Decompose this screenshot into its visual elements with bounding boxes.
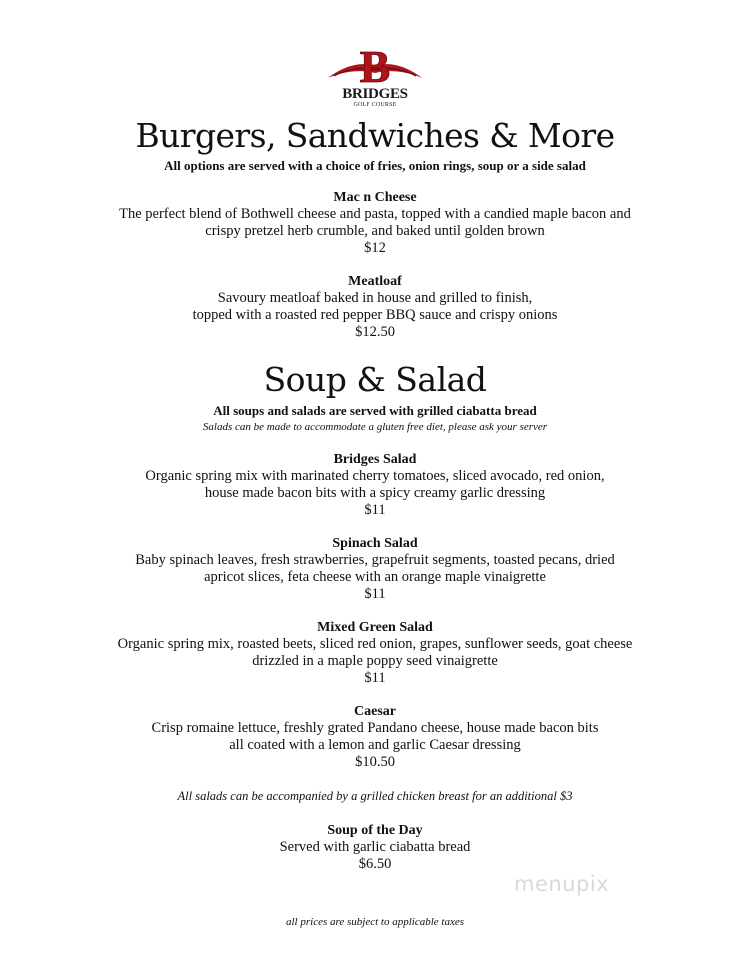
section-title-soup-salad: Soup & Salad <box>263 360 487 399</box>
item-name-mac-n-cheese: Mac n Cheese <box>333 190 417 205</box>
item-price-soup-of-the-day: $6.50 <box>358 856 392 872</box>
item-desc-line: Organic spring mix with marinated cherry tomatoes, sliced avocado, red onion, <box>145 468 605 484</box>
item-desc-line: Crisp romaine lettuce, freshly grated Pandano cheese, house made bacon bits <box>151 720 599 736</box>
item-price-bridges-salad: $11 <box>364 502 386 518</box>
item-name-bridges-salad: Bridges Salad <box>333 452 417 467</box>
item-name-caesar: Caesar <box>354 704 396 719</box>
logo-word: BRIDGES <box>342 86 408 102</box>
item-desc-line: Organic spring mix, roasted beets, sliced red onion, grapes, sunflower seeds, goat cheese <box>117 636 633 652</box>
menupix-watermark: menupix <box>514 872 610 896</box>
item-desc-line: drizzled in a maple poppy seed vinaigrette <box>252 653 498 669</box>
item-price-mac-n-cheese: $12 <box>364 240 386 256</box>
section-title-burgers: Burgers, Sandwiches & More <box>135 116 615 155</box>
tax-footer-note: all prices are subject to applicable taxes <box>286 916 464 928</box>
item-desc-line: Served with garlic ciabatta bread <box>279 839 471 855</box>
gluten-free-note: Salads can be made to accommodate a gluten free diet, please ask your server <box>202 421 548 433</box>
item-desc-line: Baby spinach leaves, fresh strawberries, grapefruit segments, toasted pecans, dried <box>135 552 615 568</box>
item-name-spinach-salad: Spinach Salad <box>332 536 418 551</box>
item-name-mixed-green-salad: Mixed Green Salad <box>317 620 433 635</box>
item-price-spinach-salad: $11 <box>364 586 386 602</box>
item-desc-line: Savoury meatloaf baked in house and grilled to finish, <box>217 290 533 306</box>
logo-subtitle: GOLF COURSE <box>353 102 397 108</box>
item-desc-line: crispy pretzel herb crumble, and baked until golden brown <box>205 223 545 239</box>
bridges-logo <box>326 42 424 114</box>
item-desc-line: topped with a roasted red pepper BBQ sauce and crispy onions <box>192 307 558 323</box>
chicken-add-on-note: All salads can be accompanied by a grilled chicken breast for an additional $3 <box>177 789 573 803</box>
item-price-meatloaf: $12.50 <box>355 324 395 340</box>
item-desc-line: all coated with a lemon and garlic Caesar dressing <box>229 737 521 753</box>
logo-letter: B <box>359 42 391 92</box>
item-desc-line: apricot slices, feta cheese with an orange maple vinaigrette <box>204 569 546 585</box>
item-price-caesar: $10.50 <box>355 754 395 770</box>
item-name-soup-of-the-day: Soup of the Day <box>327 823 423 838</box>
logo-swoosh-icon <box>326 42 424 92</box>
section-subtitle-burgers: All options are served with a choice of fries, onion rings, soup or a side salad <box>164 158 586 173</box>
item-name-meatloaf: Meatloaf <box>348 274 402 289</box>
section-subtitle-soup-salad: All soups and salads are served with grilled ciabatta bread <box>213 403 537 418</box>
item-desc-line: house made bacon bits with a spicy creamy garlic dressing <box>204 485 546 501</box>
item-price-mixed-green-salad: $11 <box>364 670 386 686</box>
item-desc-line: The perfect blend of Bothwell cheese and pasta, topped with a candied maple bacon and <box>119 206 631 222</box>
